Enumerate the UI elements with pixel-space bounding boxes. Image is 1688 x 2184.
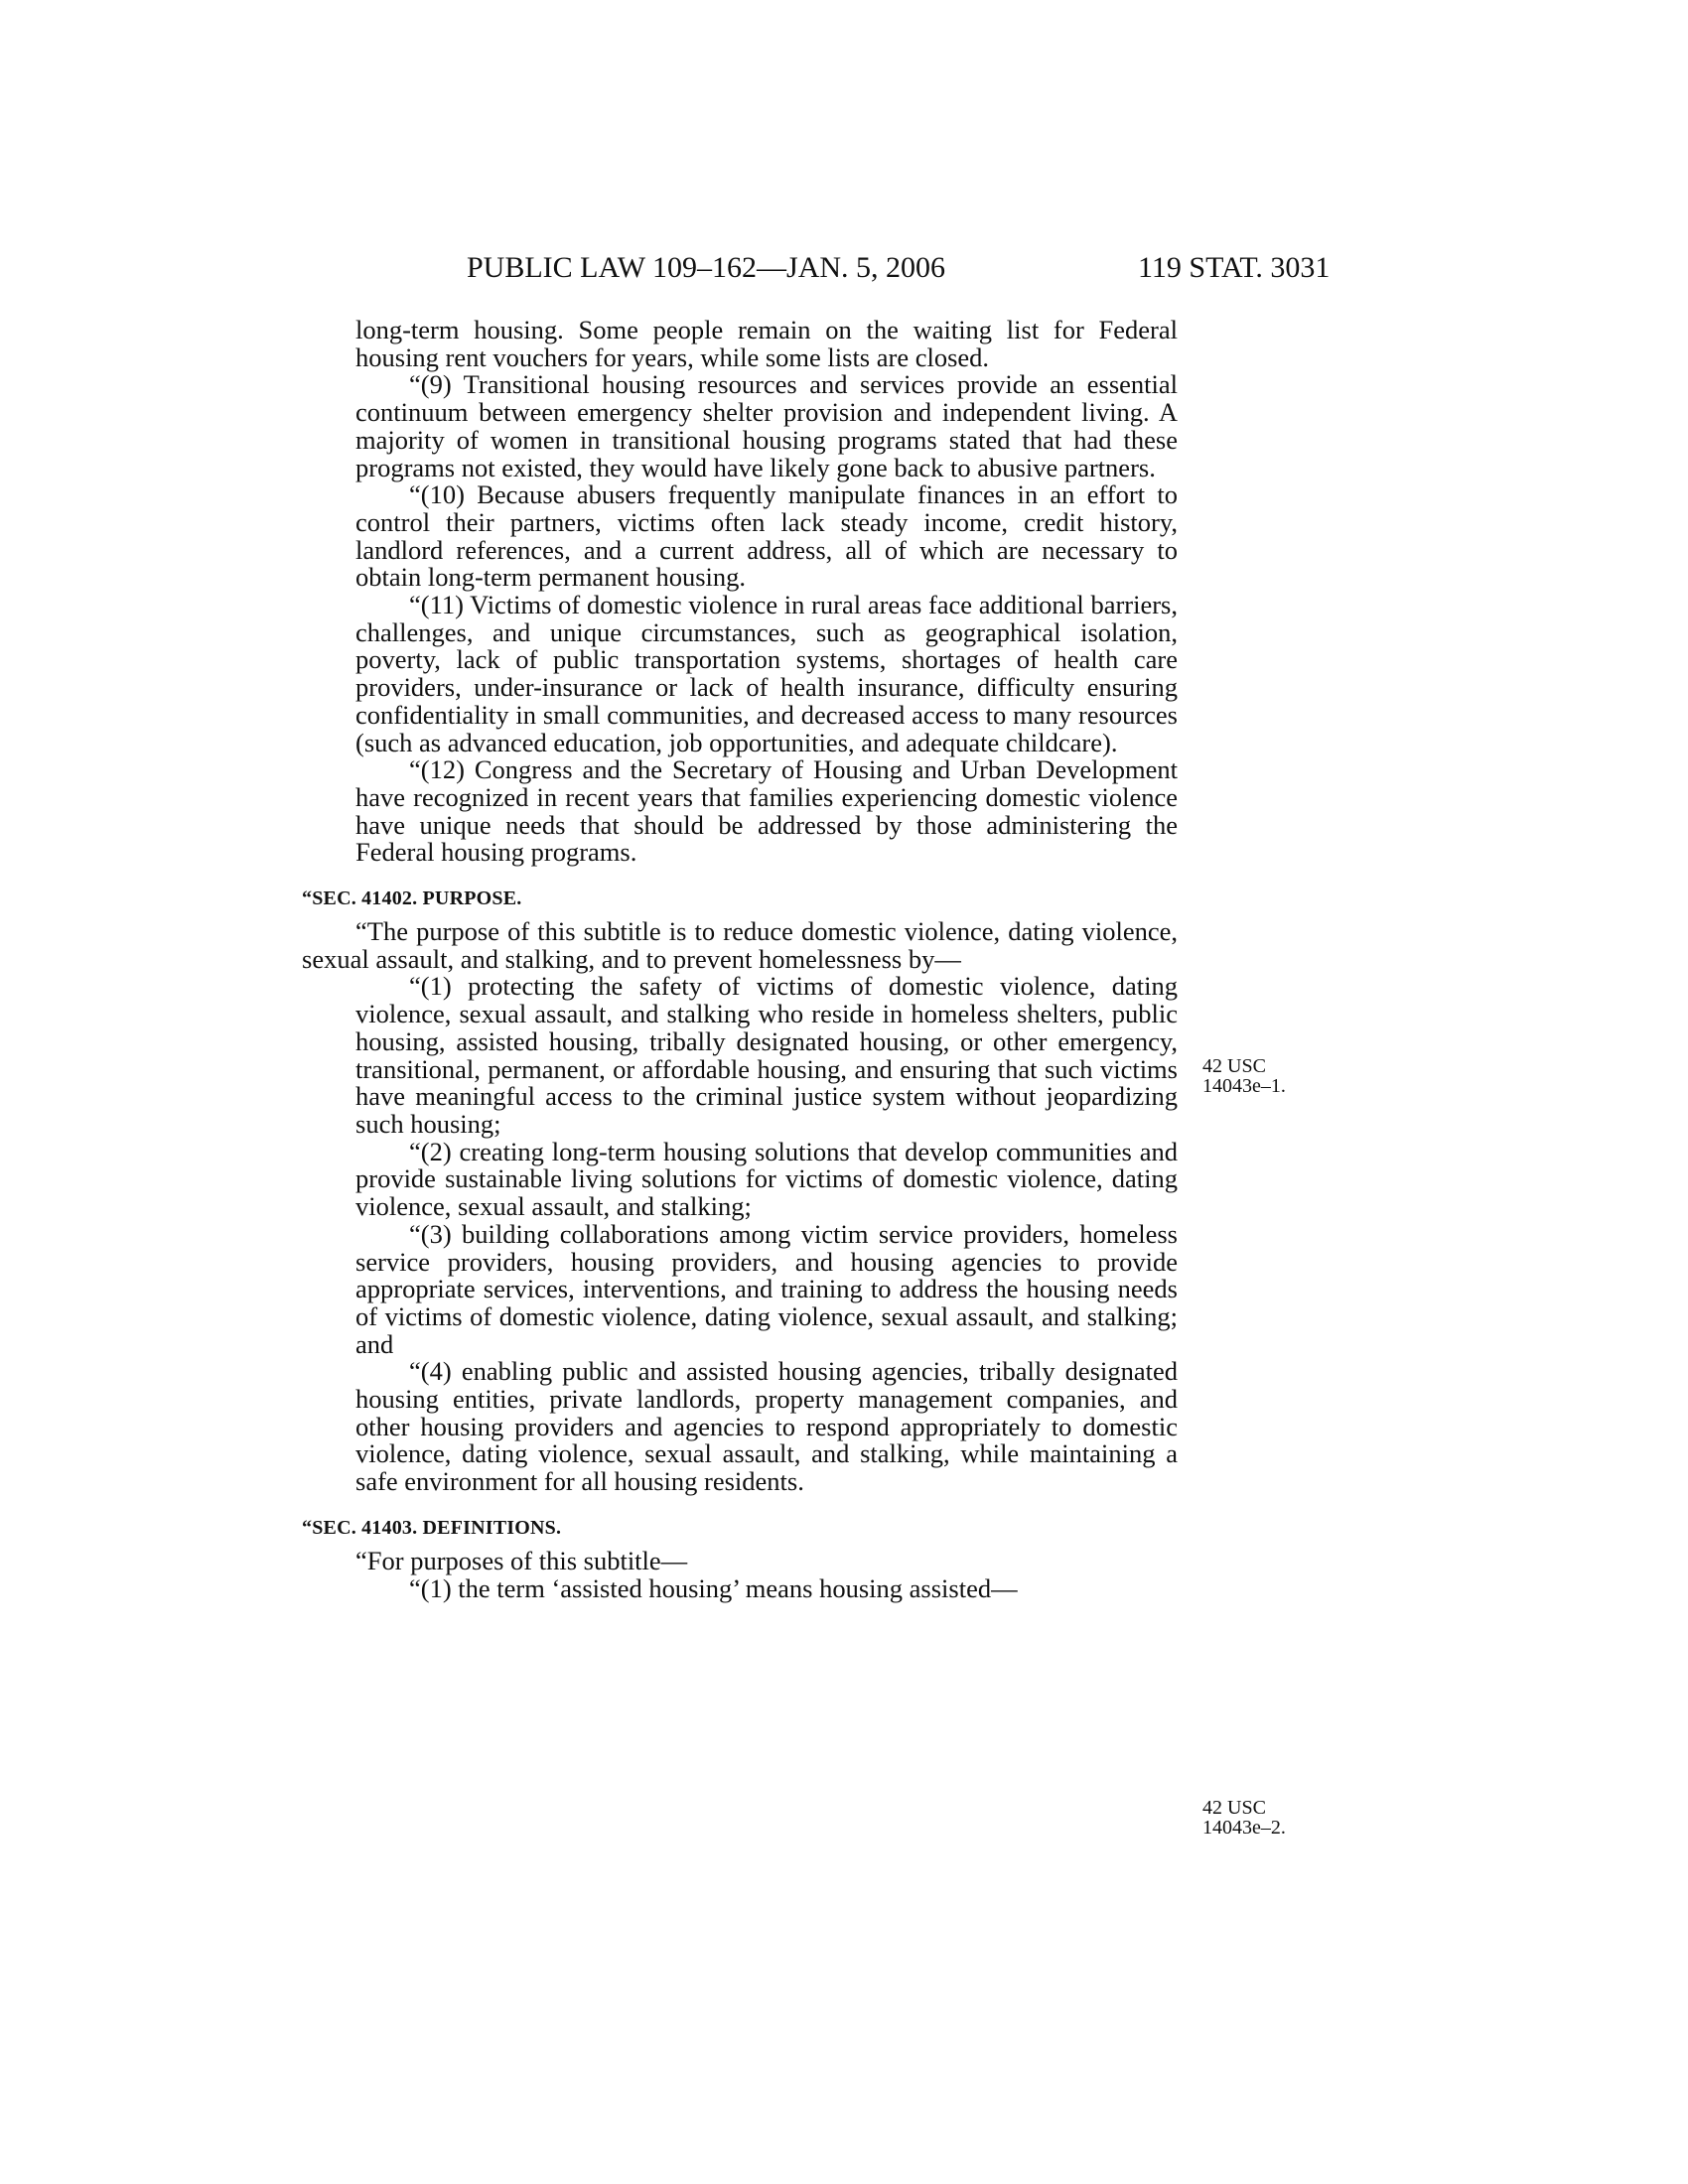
running-header — [0, 248, 1688, 288]
paragraph-finding-9: “(9) Transitional housing resources and services provide an essential continuum between emergency shelter provision and independent living. A majority of women in transitional housing programs stated that had these programs not existed, they would have likely gone back to abusive partners. — [355, 369, 1178, 482]
header-title: PUBLIC LAW 109–162—JAN. 5, 2006 — [467, 251, 946, 284]
margin-citation-line: 42 USC — [1202, 1055, 1266, 1077]
section-41402-item-2: “(2) creating long-term housing solutions that develop communities and provide sustainable living solutions for victims of domestic violence, dating violence, sexual assault, and stalking; — [355, 1136, 1178, 1222]
section-heading-41402: “SEC. 41402. PURPOSE. — [302, 887, 522, 910]
section-41403-item-1: “(1) the term ‘assisted housing’ means housing assisted— — [409, 1572, 1018, 1603]
section-41402-item-4: “(4) enabling public and assisted housing agencies, tribally designated housing entities, private landlords, property management companies, and other housing providers and agencies to respond appropriately to domestic violence, dating violence, sexual assault, and stalking, while maintaining a safe environment for all housing residents. — [355, 1356, 1178, 1497]
paragraph-finding-10: “(10) Because abusers frequently manipulate finances in an effort to control their partners, victims often lack steady income, credit history, landlord references, and a current address, all of which are necessary to obtain long-term permanent housing. — [355, 479, 1178, 593]
margin-citation-41402 — [1202, 1056, 1322, 1096]
section-heading-41403: “SEC. 41403. DEFINITIONS. — [302, 1516, 562, 1539]
margin-citation-line: 42 USC — [1202, 1797, 1266, 1819]
paragraph-continued: long-term housing. Some people remain on the waiting list for Federal housing rent vouchers for years, while some lists are closed. — [355, 315, 1178, 372]
paragraph-finding-12: “(12) Congress and the Secretary of Housing and Urban Development have recognized in recent years that families experiencing domestic violence have unique needs that should be addressed by those administering the Federal housing programs. — [355, 754, 1178, 868]
body-column — [302, 317, 1178, 1602]
margin-citation-41403 — [1202, 1798, 1322, 1838]
margin-citation-line: 14043e–1. — [1202, 1075, 1286, 1097]
section-41403-intro: “For purposes of this subtitle— — [355, 1545, 688, 1575]
section-41402-item-3: “(3) building collaborations among victim service providers, homeless service providers, housing providers, and housing agencies to provide appropriate services, interventions, and training to address the housing needs of victims of domestic violence, dating violence, sexual assault, and stalking; and — [355, 1218, 1178, 1359]
paragraph-finding-11: “(11) Victims of domestic violence in rural areas face additional barriers, challenges, and unique circumstances, such as geographical isolation, poverty, lack of public transportation systems, shortages of health care providers, under-insurance or lack of health insurance, difficulty ensuring confidentiality in small communities, and decreased access to many resources (such as advanced education, job opportunities, and adequate childcare). — [355, 590, 1178, 757]
section-41402-intro: “The purpose of this subtitle is to reduce domestic violence, dating violence, sexual assault, and stalking, and to prevent homelessness by— — [302, 916, 1178, 974]
header-statute-page: 119 STAT. 3031 — [1138, 251, 1331, 284]
section-41402-item-1: “(1) protecting the safety of victims of domestic violence, dating violence, sexual assault, and stalking who reside in homeless shelters, public housing, assisted housing, tribally designated housing, or other emergency, transitional, permanent, or affordable housing, and ensuring that such victims have meaningful access to the criminal justice system without jeopardizing such housing; — [355, 971, 1178, 1139]
margin-citation-line: 14043e–2. — [1202, 1817, 1286, 1839]
